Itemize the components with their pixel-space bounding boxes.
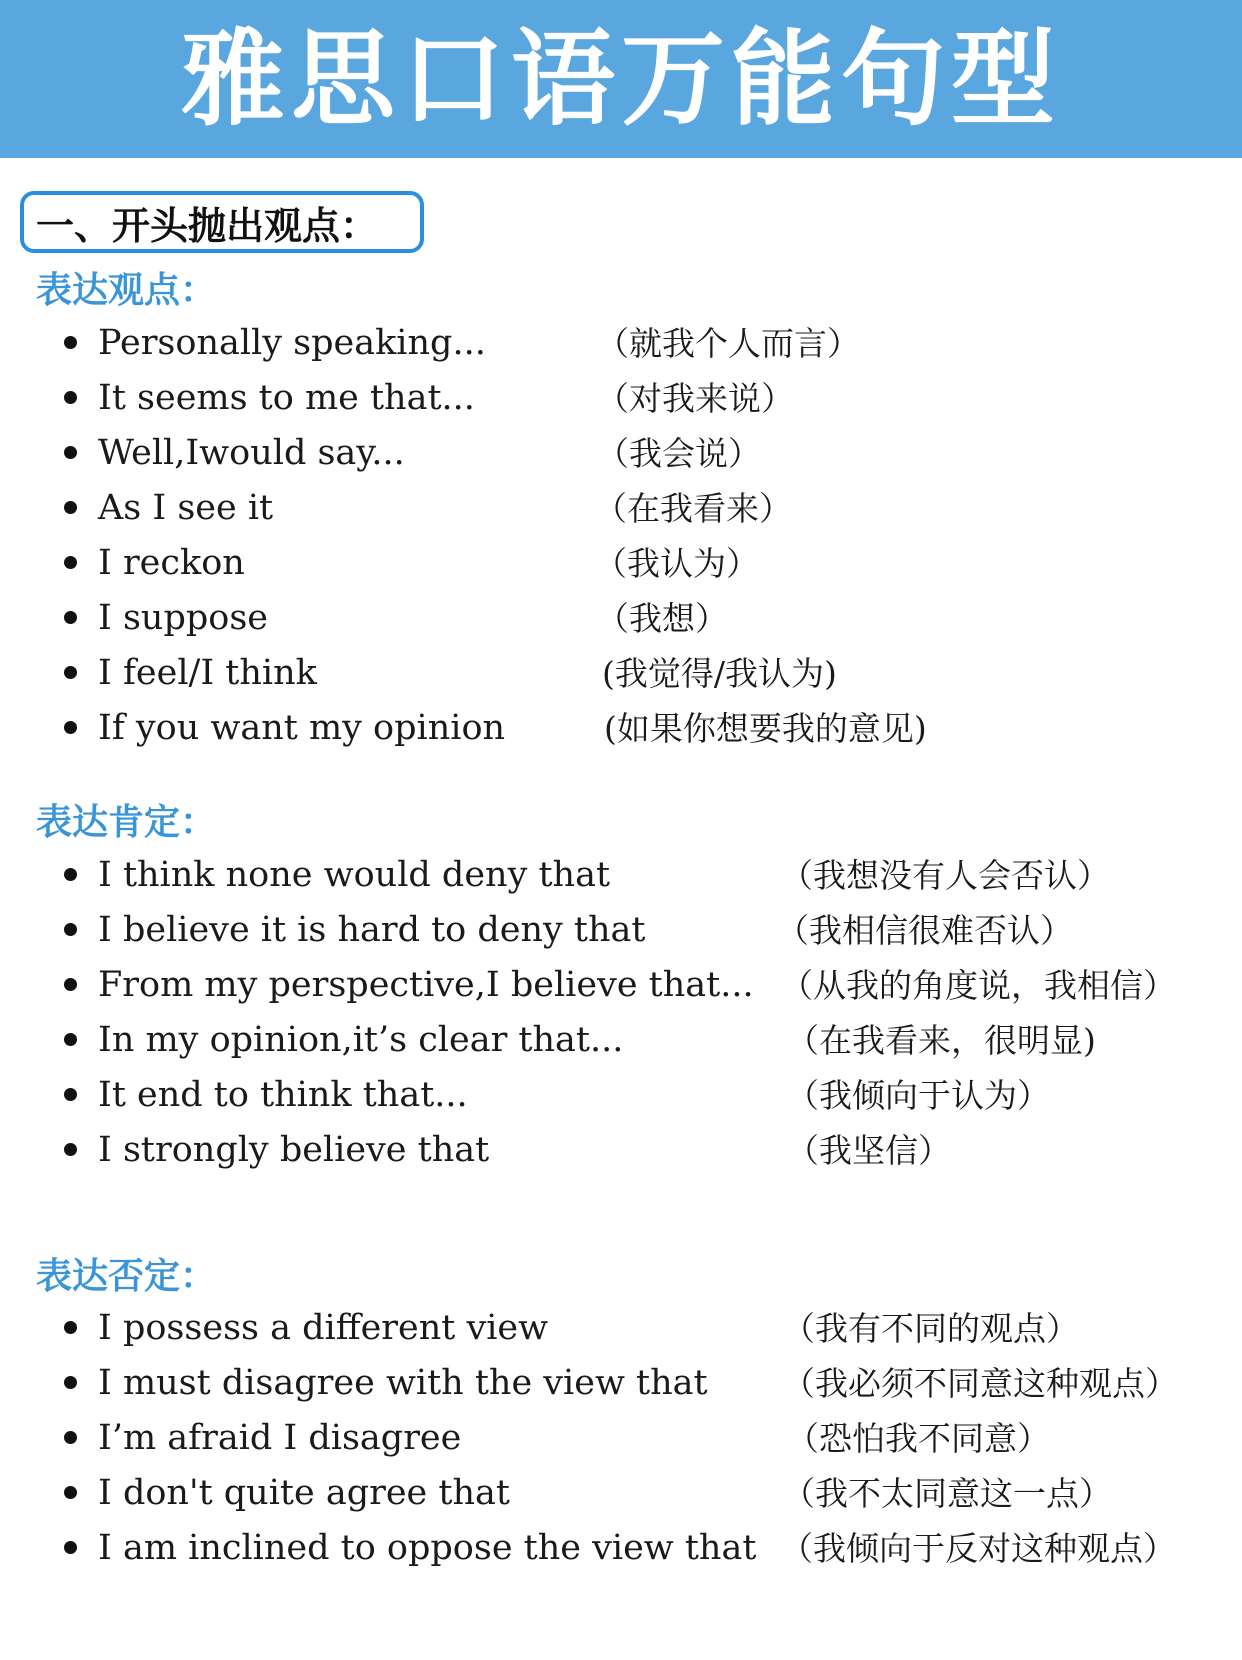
chinese-translation: （我必须不同意这种观点） bbox=[782, 1364, 1178, 1403]
chinese-translation: (我觉得/我认为) bbox=[602, 654, 837, 693]
english-phrase: It seems to me that... bbox=[98, 378, 475, 418]
list-item bbox=[0, 701, 1242, 756]
english-phrase: I suppose bbox=[98, 598, 269, 638]
bullet-icon bbox=[64, 556, 77, 569]
list-item bbox=[0, 426, 1242, 481]
bullet-icon bbox=[64, 1541, 77, 1554]
bullet-icon bbox=[64, 721, 77, 734]
list-item bbox=[0, 1013, 1242, 1068]
chinese-translation: （就我个人而言） bbox=[596, 324, 860, 363]
english-phrase: I’m afraid I disagree bbox=[98, 1418, 462, 1458]
english-phrase: I reckon bbox=[98, 543, 245, 583]
english-phrase: I am inclined to oppose the view that bbox=[98, 1528, 757, 1568]
chinese-translation: （我想没有人会否认） bbox=[780, 856, 1110, 895]
chinese-translation: （恐怕我不同意） bbox=[786, 1419, 1050, 1458]
chinese-translation: （我倾向于认为） bbox=[786, 1076, 1050, 1115]
bullet-icon bbox=[64, 1486, 77, 1499]
chinese-translation: （在我看来） bbox=[594, 489, 792, 528]
list-item bbox=[0, 903, 1242, 958]
bullet-icon bbox=[64, 1376, 77, 1389]
section-title-box bbox=[20, 191, 424, 253]
english-phrase: Well,Iwould say... bbox=[98, 433, 405, 473]
bullet-icon bbox=[64, 446, 77, 459]
chinese-translation: （我认为） bbox=[594, 544, 759, 583]
chinese-translation: （我坚信） bbox=[786, 1131, 951, 1170]
bullet-icon bbox=[64, 1088, 77, 1101]
english-phrase: It end to think that... bbox=[98, 1075, 468, 1115]
bullet-icon bbox=[64, 923, 77, 936]
english-phrase: I possess a different view bbox=[98, 1308, 549, 1348]
bullet-icon bbox=[64, 391, 77, 404]
chinese-translation: （我会说） bbox=[596, 434, 761, 473]
english-phrase: I don't quite agree that bbox=[98, 1473, 510, 1513]
english-phrase: I must disagree with the view that bbox=[98, 1363, 708, 1403]
chinese-translation: （从我的角度说，我相信） bbox=[780, 966, 1176, 1005]
chinese-translation: （我倾向于反对这种观点） bbox=[780, 1529, 1176, 1568]
list-item bbox=[0, 371, 1242, 426]
english-phrase: I strongly believe that bbox=[98, 1130, 490, 1170]
list-item bbox=[0, 591, 1242, 646]
chinese-translation: （在我看来，很明显) bbox=[786, 1021, 1096, 1060]
list-item bbox=[0, 646, 1242, 701]
english-phrase: I think none would deny that bbox=[98, 855, 611, 895]
list-item bbox=[0, 481, 1242, 536]
group-heading-affirm: 表达肯定： bbox=[36, 801, 217, 843]
list-item bbox=[0, 1301, 1242, 1356]
english-phrase: From my perspective,I believe that... bbox=[98, 965, 754, 1005]
group-heading-negate: 表达否定： bbox=[36, 1255, 217, 1297]
group-heading-opinion: 表达观点： bbox=[36, 269, 217, 311]
english-phrase: In my opinion,it’s clear that... bbox=[98, 1020, 624, 1060]
bullet-icon bbox=[64, 501, 77, 514]
bullet-icon bbox=[64, 868, 77, 881]
bullet-icon bbox=[64, 611, 77, 624]
english-phrase: Personally speaking... bbox=[98, 323, 486, 363]
list-item bbox=[0, 958, 1242, 1013]
list-item bbox=[0, 1356, 1242, 1411]
title-banner bbox=[0, 0, 1242, 158]
list-item bbox=[0, 1521, 1242, 1576]
list-item bbox=[0, 1068, 1242, 1123]
list-item bbox=[0, 848, 1242, 903]
chinese-translation: (如果你想要我的意见) bbox=[604, 709, 927, 748]
bullet-icon bbox=[64, 1033, 77, 1046]
chinese-translation: （我有不同的观点） bbox=[782, 1309, 1079, 1348]
chinese-translation: （我想） bbox=[596, 599, 728, 638]
list-item bbox=[0, 1466, 1242, 1521]
chinese-translation: （我不太同意这一点） bbox=[782, 1474, 1112, 1513]
list-item bbox=[0, 536, 1242, 591]
chinese-translation: （对我来说） bbox=[596, 379, 794, 418]
page-title: 雅思口语万能句型 bbox=[180, 18, 1061, 140]
section-title: 一、开头抛出观点： bbox=[36, 202, 379, 248]
list-item bbox=[0, 1123, 1242, 1178]
english-phrase: I believe it is hard to deny that bbox=[98, 910, 646, 950]
bullet-icon bbox=[64, 336, 77, 349]
english-phrase: I feel/I think bbox=[98, 653, 317, 693]
bullet-icon bbox=[64, 1431, 77, 1444]
bullet-icon bbox=[64, 666, 77, 679]
list-item bbox=[0, 316, 1242, 371]
bullet-icon bbox=[64, 1143, 77, 1156]
bullet-icon bbox=[64, 1321, 77, 1334]
english-phrase: As I see it bbox=[98, 488, 274, 528]
chinese-translation: （我相信很难否认） bbox=[776, 911, 1073, 950]
list-item bbox=[0, 1411, 1242, 1466]
english-phrase: If you want my opinion bbox=[98, 708, 506, 748]
bullet-icon bbox=[64, 978, 77, 991]
